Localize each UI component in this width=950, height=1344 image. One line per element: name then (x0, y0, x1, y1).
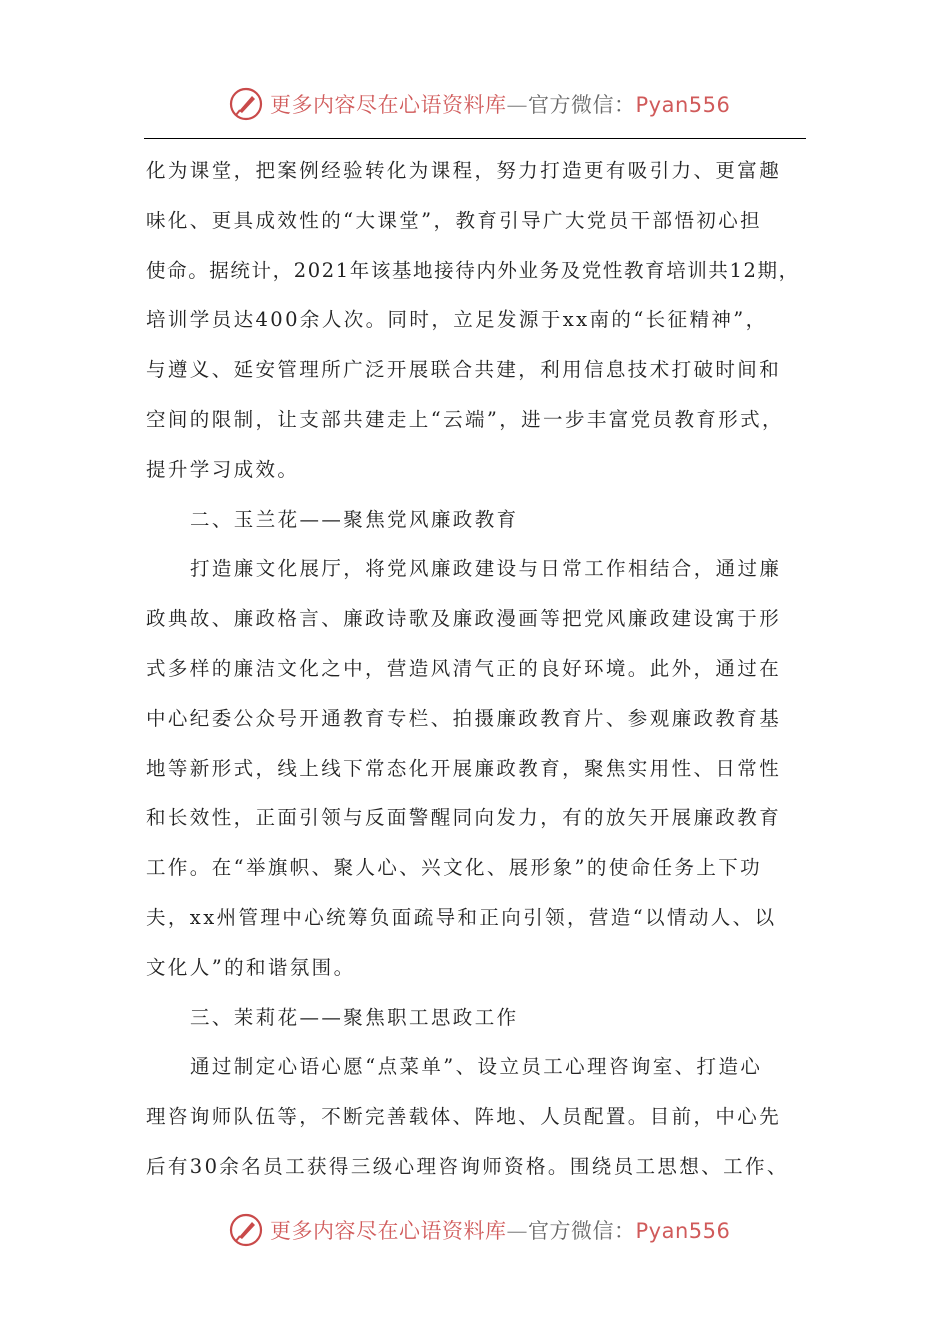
banner-wechat-label: 官方微信： (528, 93, 636, 117)
body-line: 文化人”的和谐氛围。 (146, 955, 356, 979)
footer-banner (0, 1210, 950, 1250)
header-divider (144, 138, 806, 139)
body-line: 地等新形式，线上线下常态化开展廉政教育，聚焦实用性、日常性 (146, 756, 782, 780)
body-line: 使命。据统计，2021年该基地接待内外业务及党性教育培训共12期， (146, 258, 800, 282)
body-line: 培训学员达400余人次。同时，立足发源于xx南的“长征精神”， (146, 308, 768, 332)
section-heading: 三、茉莉花——聚焦职工思政工作 (190, 1005, 519, 1029)
body-line: 中心纪委公众号开通教育专栏、拍摄廉政教育片、参观廉政教育基 (146, 706, 782, 730)
banner-wechat-label: 官方微信： (528, 1219, 636, 1243)
header-banner-text (270, 89, 730, 119)
quill-logo-icon (228, 1212, 264, 1248)
footer-banner-text (270, 1215, 730, 1245)
body-line: 味化、更具成效性的“大课堂”，教育引导广大党员干部悟初心担 (146, 208, 763, 232)
body-line: 提升学习成效。 (146, 457, 300, 481)
body-line: 化为课堂，把案例经验转化为课程，努力打造更有吸引力、更富趣 (146, 159, 782, 182)
body-line: 夫，xx州管理中心统筹负面疏导和正向引领，营造“以情动人、以 (146, 905, 777, 929)
body-line: 打造廉文化展厅，将党风廉政建设与日常工作相结合，通过廉 (190, 557, 782, 581)
body-line: 理咨询师队伍等，不断完善载体、阵地、人员配置。目前，中心先 (146, 1105, 782, 1129)
banner-separator: — (506, 93, 528, 117)
banner-separator: — (506, 1219, 528, 1243)
body-line: 和长效性，正面引领与反面警醒同向发力，有的放矢开展廉政教育 (146, 806, 782, 830)
body-line: 式多样的廉洁文化之中，营造风清气正的良好环境。此外，通过在 (146, 656, 782, 680)
body-line: 工作。在“举旗帜、聚人心、兴文化、展形象”的使命任务上下功 (146, 856, 763, 880)
body-line: 通过制定心语心愿“点菜单”、设立员工心理咨询室、打造心 (190, 1055, 763, 1079)
quill-logo-icon (228, 86, 264, 122)
body-line: 空间的限制，让支部共建走上“云端”，进一步丰富党员教育形式， (146, 407, 784, 431)
document-body (146, 146, 806, 1192)
body-line: 后有30余名员工获得三级心理咨询师资格。围绕员工思想、工作、 (146, 1154, 789, 1178)
banner-site-name: 更多内容尽在心语资料库 (270, 93, 507, 117)
banner-site-name: 更多内容尽在心语资料库 (270, 1219, 507, 1243)
banner-wechat-id: Pyan556 (635, 1219, 731, 1243)
body-line: 与遵义、延安管理所广泛开展联合共建，利用信息技术打破时间和 (146, 358, 782, 382)
header-banner (0, 84, 950, 124)
body-line: 政典故、廉政格言、廉政诗歌及廉政漫画等把党风廉政建设寓于形 (146, 607, 782, 631)
banner-wechat-id: Pyan556 (635, 93, 731, 117)
section-heading: 二、玉兰花——聚焦党风廉政教育 (190, 507, 519, 531)
